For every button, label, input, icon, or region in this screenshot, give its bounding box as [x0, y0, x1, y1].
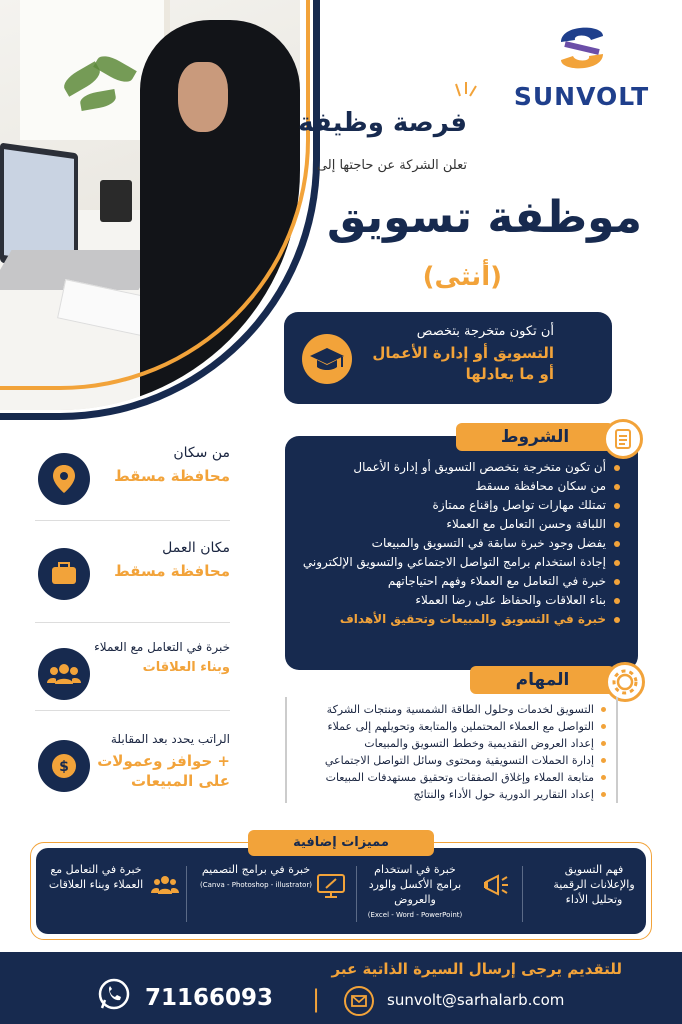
education-line-3: أو ما يعادلها: [465, 365, 554, 383]
advantage-divider: [356, 866, 357, 922]
requirement-item: من سكان محافظة مسقط: [299, 477, 620, 496]
hero-photo: [0, 0, 300, 410]
gender-label: (أنثى): [422, 262, 502, 292]
requirement-item: يفضل وجود خبرة سابقة في التسويق والمبيعات: [299, 534, 620, 553]
residence-card: [30, 445, 230, 525]
requirement-highlight: خبرة في التسويق والمبيعات وتحقيق الأهداف: [299, 610, 620, 629]
team-icon: [38, 648, 90, 700]
advantages-title: مميزات إضافية: [248, 830, 434, 856]
requirement-item: أن تكون متخرجة بتخصص التسويق أو إدارة الأعمال: [299, 458, 620, 477]
announcement-text: تعلن الشركة عن حاجتها إلى: [316, 158, 467, 173]
task-item: التواصل مع العملاء المحتملين والمتابعة وتحويلهم إلى عملاء: [291, 718, 606, 735]
tasks-list: [291, 701, 606, 803]
apply-instructions: للتقديم يرجى إرسال السيرة الذاتية عبر: [331, 960, 622, 978]
graduation-cap-icon: [302, 334, 352, 384]
task-item: إدارة الحملات التسويقية ومحتوى وسائل التواصل الاجتماعي: [291, 752, 606, 769]
monitor-design-icon: [314, 868, 348, 902]
clipboard-icon: [603, 419, 643, 459]
requirements-list: [299, 458, 620, 629]
email-link[interactable]: sunvolt@sarhalarb.com: [387, 991, 565, 1009]
task-item: إعداد التقارير الدورية حول الأداء والنتائج: [291, 786, 606, 803]
salary-line-2: على المبيعات: [130, 772, 230, 790]
residence-value: محافظة مسقط: [114, 467, 230, 485]
rays-icon: [450, 80, 480, 110]
job-opportunity-heading: فرصة وظيفة: [298, 108, 467, 138]
task-item: التسويق لخدمات وحلول الطاقة الشمسية ومنتجات الشركة: [291, 701, 606, 718]
megaphone-icon: [480, 868, 514, 902]
mail-icon: [344, 986, 374, 1016]
divider: [35, 710, 230, 711]
advantage-item-office: [360, 862, 470, 919]
logo: [499, 22, 664, 122]
coffee-cup: [100, 180, 132, 222]
experience-line-2: وبناء العلاقات: [142, 660, 230, 675]
brand-suffix: VOLT: [576, 82, 650, 111]
task-item: إعداد العروض التقديمية وخطط التسويق والمبيعات: [291, 735, 606, 752]
experience-line-1: خبرة في التعامل مع العملاء: [94, 640, 230, 654]
location-pin-icon: [38, 453, 90, 505]
team-icon: [148, 868, 182, 902]
requirement-item: خبرة في التعامل مع العملاء وفهم احتياجاتهم: [299, 572, 620, 591]
salary-label: الراتب يحدد بعد المقابلة: [110, 732, 230, 746]
education-line-2: التسويق أو إدارة الأعمال: [372, 344, 554, 362]
requirements-panel: [285, 436, 638, 670]
whatsapp-icon[interactable]: [96, 976, 132, 1012]
education-box: [284, 312, 612, 404]
advantage-item-marketing: [548, 862, 640, 907]
requirement-item: إجادة استخدام برامج التواصل الاجتماعي والتسويق الإلكتروني: [299, 553, 620, 572]
advantage-item-design: [196, 862, 316, 889]
svg-text:$: $: [59, 759, 69, 775]
requirements-title: الشروط: [456, 423, 614, 451]
briefcase-icon: [38, 548, 90, 600]
advantage-text: فهم التسويق والإعلانات الرقمية وتحليل الأداء: [553, 863, 635, 906]
logo-mark: [551, 22, 613, 74]
logo-wordmark: [499, 82, 664, 111]
workplace-value: محافظة مسقط: [114, 562, 230, 580]
task-item: متابعة العملاء وإغلاق الصفقات وتحقيق مستهدفات المبيعات: [291, 769, 606, 786]
residence-label: من سكان: [173, 445, 230, 461]
advantage-item-customers: [46, 862, 146, 892]
tasks-panel: [285, 697, 618, 803]
requirement-item: اللباقة وحسن التعامل مع العملاء: [299, 515, 620, 534]
footer-separator: |: [312, 985, 321, 1013]
woman-face: [178, 62, 228, 132]
divider: [35, 622, 230, 623]
advantage-divider: [186, 866, 187, 922]
education-line-1: أن تكون متخرجة بتخصص: [416, 324, 554, 339]
advantage-text: خبرة في برامج التصميم: [201, 863, 311, 876]
workplace-card: [30, 540, 230, 620]
advantage-divider: [522, 866, 523, 922]
requirement-item: تمتلك مهارات تواصل وإقناع ممتازة: [299, 496, 620, 515]
divider: [35, 520, 230, 521]
advantage-subtext: (Excel - Word - PowerPoint): [367, 911, 463, 919]
salary-line-1: + حوافز وعمولات: [97, 752, 230, 770]
advantage-text: خبرة في التعامل مع العملاء وبناء العلاقات: [48, 863, 144, 891]
salary-card: [30, 732, 230, 832]
dollar-coin-icon: [38, 740, 90, 792]
experience-card: [30, 640, 230, 720]
gear-icon: [605, 662, 645, 702]
phone-number[interactable]: 71166093: [145, 985, 274, 1011]
requirement-item: بناء العلاقات والحفاظ على رضا العملاء: [299, 591, 620, 610]
brand-prefix: SUN: [513, 82, 577, 111]
advantage-subtext: (Canva - Photoshop - illustrator): [200, 881, 312, 889]
position-title: موظفة تسويق: [326, 192, 642, 243]
workplace-label: مكان العمل: [162, 540, 230, 556]
tasks-title: المهام: [470, 666, 615, 694]
advantage-text: خبرة في استخدام برامج الأكسل والورد والعروض: [368, 863, 462, 906]
